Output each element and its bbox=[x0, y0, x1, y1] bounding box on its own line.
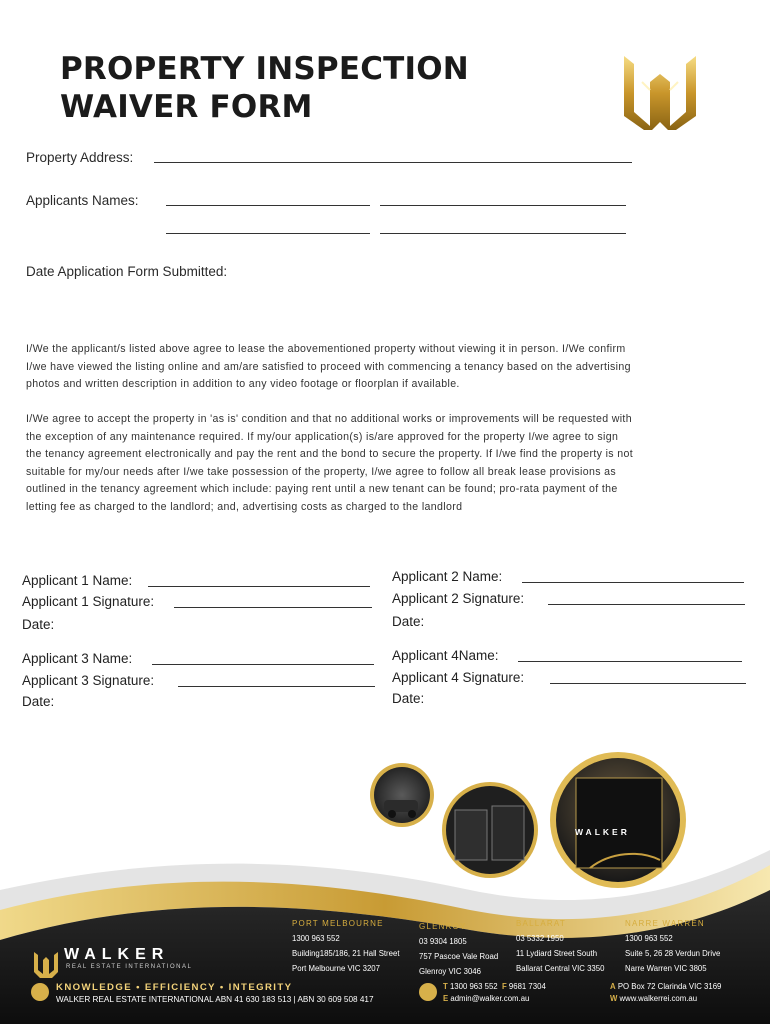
footer-brand: WALKER bbox=[64, 946, 170, 963]
paragraph-consent bbox=[26, 341, 742, 394]
page-title bbox=[60, 50, 469, 126]
contact-phone[interactable]: 1300 963 552 bbox=[449, 982, 498, 991]
applicant-3-name-label: Applicant 3 Name: bbox=[22, 651, 133, 666]
paragraph-line: the exception of any maintenance required. If my/our application(s) is/are approved for the property I/we agree to sign bbox=[26, 430, 619, 443]
contact-w-label: W bbox=[610, 994, 618, 1003]
applicant-2-name-label: Applicant 2 Name: bbox=[392, 569, 503, 584]
property-address-field[interactable] bbox=[154, 162, 632, 163]
office-phone: 1300 963 552 bbox=[292, 934, 340, 943]
applicant-name-field-3[interactable] bbox=[166, 233, 370, 234]
applicant-4-name-field[interactable] bbox=[518, 661, 742, 662]
office-phone: 03 5332 1950 bbox=[516, 934, 564, 943]
applicant-3-name-field[interactable] bbox=[152, 664, 374, 665]
paragraph-line: photos and written description in addition to any video footage or floorplan if available. bbox=[26, 378, 460, 391]
applicant-3-date-label: Date: bbox=[22, 694, 55, 709]
contact-postal-address: PO Box 72 Clarinda VIC 3169 bbox=[617, 982, 722, 991]
office-name: NARRE WARREN bbox=[625, 919, 705, 928]
paragraph-conditions bbox=[26, 411, 742, 517]
office-address-line1: 11 Lydiard Street South bbox=[516, 949, 598, 958]
applicant-3-signature-field[interactable] bbox=[178, 686, 375, 687]
title-line-2: WAIVER FORM bbox=[60, 89, 313, 125]
contact-t-label: T bbox=[443, 982, 448, 991]
applicant-3-signature-label: Applicant 3 Signature: bbox=[22, 673, 155, 688]
office-address-line2: Narre Warren VIC 3805 bbox=[625, 964, 707, 973]
contact-email-link[interactable]: admin@walker.com.au bbox=[450, 994, 530, 1003]
paragraph-line: I/we have viewed the listing online and am/are satisfied to proceed with commencing a tenancy based on the advertising bbox=[26, 360, 631, 373]
applicant-name-field-4[interactable] bbox=[380, 233, 626, 234]
office-address-line2: Port Melbourne VIC 3207 bbox=[292, 964, 380, 973]
contact-website-link[interactable]: www.walkerrei.com.au bbox=[619, 994, 698, 1003]
applicant-1-signature-field[interactable] bbox=[174, 607, 372, 608]
office-phone: 03 9304 1805 bbox=[419, 937, 467, 946]
contact-a-label: A bbox=[610, 982, 616, 991]
office-narre-warren bbox=[625, 919, 720, 973]
footer-legal: WALKER REAL ESTATE INTERNATIONAL ABN 41 630 183 513 | ABN 30 609 508 417 bbox=[56, 995, 374, 1004]
paragraph-line: outlined in the tenancy agreement which include: paying rent until a new tenant can be found; pro-rata payment of the bbox=[26, 483, 618, 496]
office-name: BALLARAT bbox=[516, 919, 566, 928]
paragraph-line: I/We the applicant/s listed above agree to lease the abovementioned property without viewing it in person. I/We confirm bbox=[26, 343, 626, 355]
applicant-1-signature-label: Applicant 1 Signature: bbox=[22, 594, 155, 609]
office-address-line1: Suite 5, 26 28 Verdun Drive bbox=[625, 949, 721, 958]
office-name: GLENROY bbox=[419, 922, 467, 931]
applicant-4-name-label: Applicant 4Name: bbox=[392, 648, 499, 663]
applicant-1-date-label: Date: bbox=[22, 617, 55, 632]
contact-e-label: E bbox=[443, 994, 449, 1003]
paragraph-line: I/We agree to accept the property in 'as is' condition and that no additional works or improvements will be requested with bbox=[26, 413, 632, 425]
office-address-line1: 757 Pascoe Vale Road bbox=[419, 952, 499, 961]
office-ballarat bbox=[516, 919, 604, 973]
property-address-label: Property Address: bbox=[26, 150, 134, 165]
applicant-1-name-field[interactable] bbox=[148, 586, 370, 587]
applicant-4-signature-field[interactable] bbox=[550, 683, 746, 684]
applicant-2-name-field[interactable] bbox=[522, 582, 744, 583]
office-phone: 1300 963 552 bbox=[625, 934, 673, 943]
applicant-4-date-label: Date: bbox=[392, 691, 425, 706]
footer-sign-text: WALKER bbox=[575, 827, 630, 837]
contact-email-row bbox=[443, 994, 529, 1003]
paragraph-line: suitable for my/our needs after I/we take possession of the property, I/we agree to follow all break lease provisions as bbox=[26, 465, 617, 478]
applicants-names-label: Applicants Names: bbox=[26, 193, 139, 208]
contact-phone-fax bbox=[443, 982, 546, 991]
contact-fax: 9681 7304 bbox=[508, 982, 546, 991]
office-name: PORT MELBOURNE bbox=[292, 919, 384, 928]
date-submitted-label: Date Application Form Submitted: bbox=[26, 264, 228, 279]
office-address-line2: Glenroy VIC 3046 bbox=[419, 967, 481, 976]
contact-web-row bbox=[610, 994, 697, 1003]
title-line-1: PROPERTY INSPECTION bbox=[60, 51, 469, 87]
applicant-name-field-2[interactable] bbox=[380, 205, 626, 206]
walker-logo-icon bbox=[620, 52, 700, 130]
office-address-line1: Building185/186, 21 Hall Street bbox=[292, 949, 400, 958]
paragraph-line: letting fee as charged to the landlord; and, advertising costs as charged to the landlord bbox=[26, 500, 463, 513]
applicant-2-signature-label: Applicant 2 Signature: bbox=[392, 591, 525, 606]
contact-f-label: F bbox=[501, 982, 507, 991]
applicant-4-signature-label: Applicant 4 Signature: bbox=[392, 670, 525, 685]
applicant-1-name-label: Applicant 1 Name: bbox=[22, 573, 133, 588]
footer-brand-sub: REAL ESTATE INTERNATIONAL bbox=[66, 964, 193, 970]
contact-address-row bbox=[610, 982, 721, 991]
paragraph-line: the tenancy agreement electronically and pay the rent and the bond to secure the property. If I/we find the property is not bbox=[26, 448, 634, 461]
office-port-melbourne bbox=[292, 919, 400, 973]
office-glenroy bbox=[419, 922, 498, 976]
office-address-line2: Ballarat Central VIC 3350 bbox=[516, 964, 605, 973]
applicant-name-field-1[interactable] bbox=[166, 205, 370, 206]
footer-tagline: KNOWLEDGE • EFFICIENCY • INTEGRITY bbox=[56, 982, 293, 993]
applicant-2-signature-field[interactable] bbox=[548, 604, 745, 605]
applicant-2-date-label: Date: bbox=[392, 614, 425, 629]
